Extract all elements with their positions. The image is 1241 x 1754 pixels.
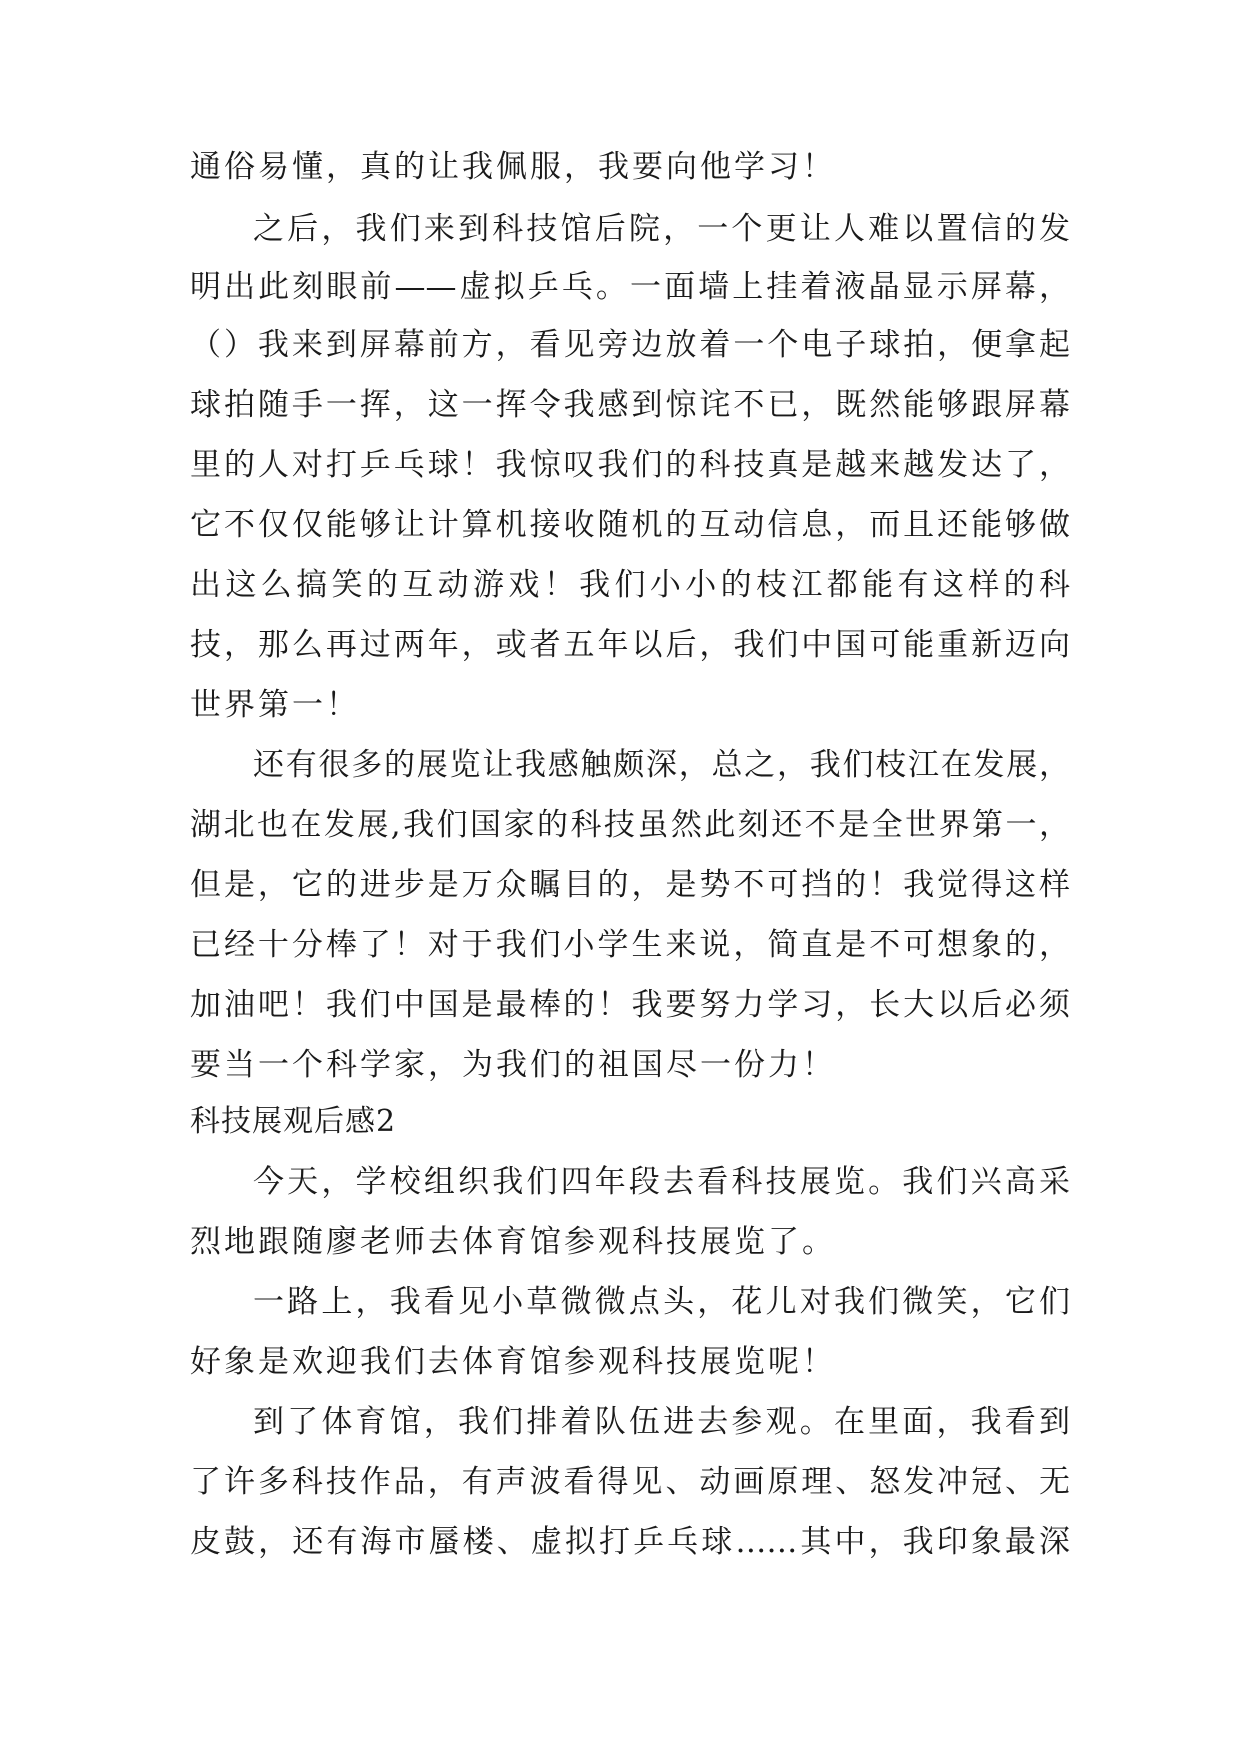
text-line: 里的人对打乒乓球！我惊叹我们的科技真是越来越发达了， <box>190 447 1070 483</box>
text-line: 加油吧！我们中国是最棒的！我要努力学习，长大以后必须 <box>190 987 1070 1023</box>
text-line: 了许多科技作品，有声波看得见、动画原理、怒发冲冠、无 <box>190 1464 1070 1500</box>
text-line: 它不仅仅能够让计算机接收随机的互动信息，而且还能够做 <box>190 507 1070 543</box>
text-line: 好象是欢迎我们去体育馆参观科技展览呢！ <box>190 1344 836 1380</box>
paragraph-first-line: 今天，学校组织我们四年段去看科技展览。我们兴高采 <box>253 1164 1070 1200</box>
paragraph-first-line: 之后，我们来到科技馆后院，一个更让人难以置信的发 <box>253 211 1070 247</box>
text-line: 技，那么再过两年，或者五年以后，我们中国可能重新迈向 <box>190 627 1070 663</box>
paragraph-first-line: 一路上，我看见小草微微点头，花儿对我们微笑，它们 <box>253 1284 1070 1320</box>
text-line: 通俗易懂，真的让我佩服，我要向他学习！ <box>190 149 836 185</box>
text-line: 要当一个科学家，为我们的祖国尽一份力！ <box>190 1047 836 1083</box>
text-line: （）我来到屏幕前方，看见旁边放着一个电子球拍，便拿起 <box>190 327 1070 363</box>
text-line: 皮鼓，还有海市蜃楼、虚拟打乒乓球……其中，我印象最深 <box>190 1524 1070 1560</box>
text-line: 已经十分棒了！对于我们小学生来说，简直是不可想象的， <box>190 927 1070 963</box>
text-line: 湖北也在发展,我们国家的科技虽然此刻还不是全世界第一， <box>190 807 1070 843</box>
paragraph-first-line: 到了体育馆，我们排着队伍进去参观。在里面，我看到 <box>253 1404 1070 1440</box>
text-line: 但是，它的进步是万众瞩目的，是势不可挡的！我觉得这样 <box>190 867 1070 903</box>
text-line: 烈地跟随廖老师去体育馆参观科技展览了。 <box>190 1224 836 1260</box>
text-line: 球拍随手一挥，这一挥令我感到惊诧不已，既然能够跟屏幕 <box>190 387 1070 423</box>
paragraph-first-line: 还有很多的展览让我感触颇深，总之，我们枝江在发展， <box>253 747 1070 783</box>
text-line: 明出此刻眼前——虚拟乒乓。一面墙上挂着液晶显示屏幕， <box>190 269 1070 305</box>
text-line: 世界第一！ <box>190 687 360 723</box>
section-heading: 科技展观后感2 <box>190 1104 397 1139</box>
text-line: 出这么搞笑的互动游戏！我们小小的枝江都能有这样的科 <box>190 567 1070 603</box>
